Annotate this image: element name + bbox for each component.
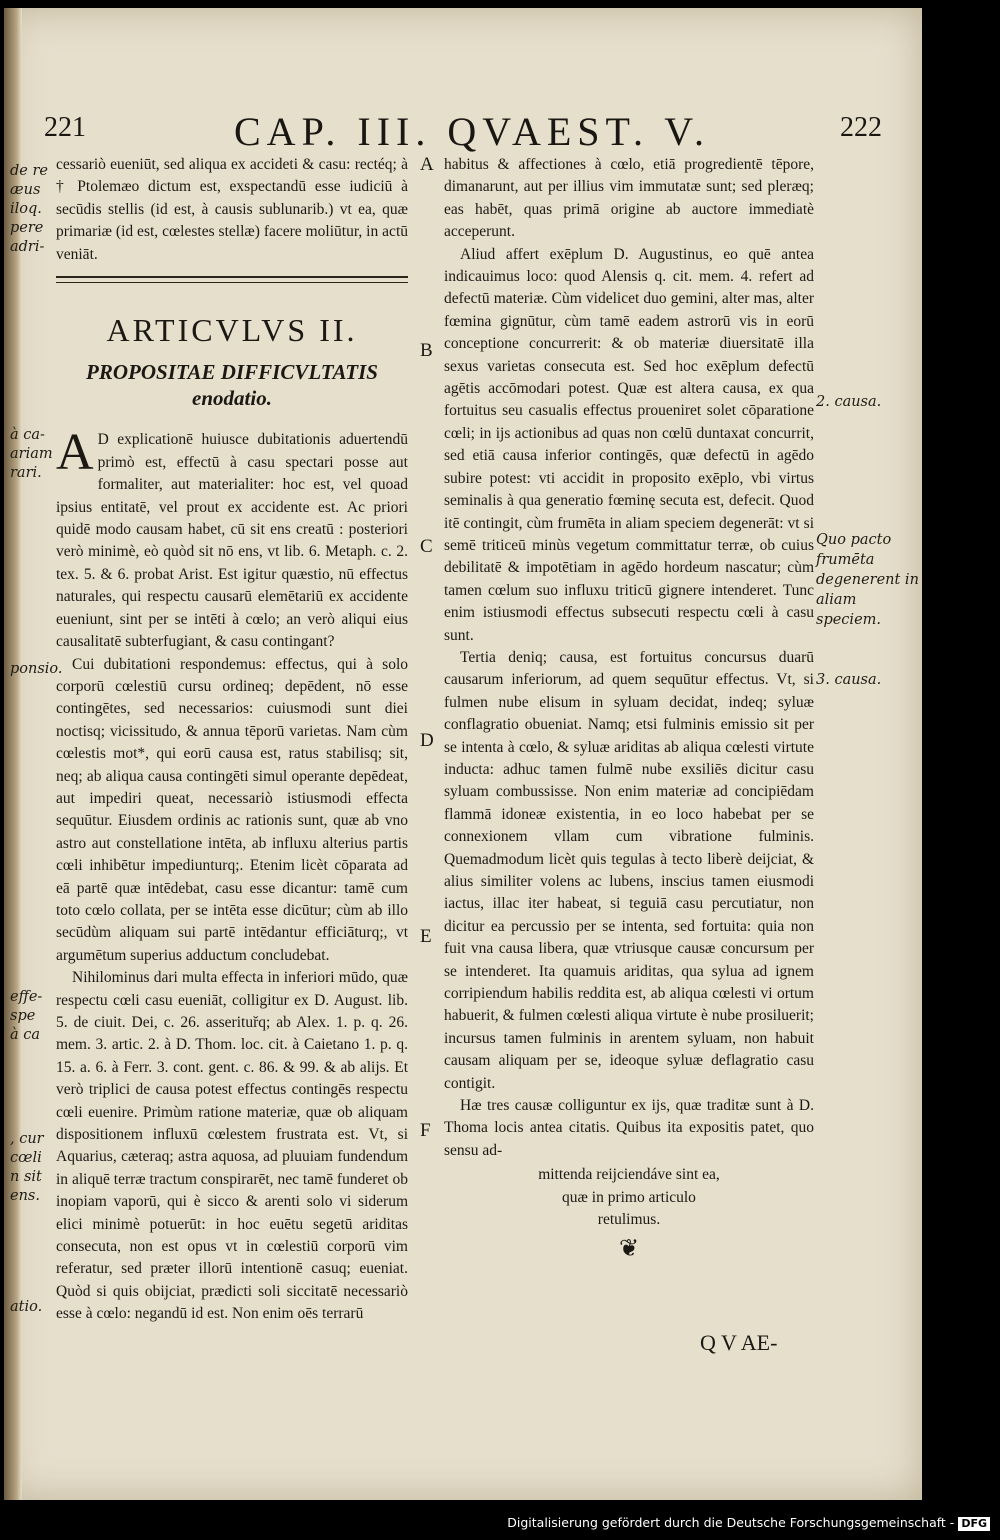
footer-text: Digitalisierung gefördert durch die Deutsche Forschungsgemeinschaft - bbox=[507, 1515, 955, 1530]
margin-note-right: Quo pacto frumēta degenerent in aliam speciem. bbox=[816, 532, 919, 628]
section-letter: C bbox=[420, 536, 433, 557]
paragraph: Cui dubitationi respondemus: effectus, qui à solo corporū cœlestiū cursu ordineq; depēdent, nō esse contingētes, sed necessarios: cuiusmodi sunt diei noctisq; vicissitudo, & annua tēporū varietas. Nam cùm cœlestis mot*, qui eorū causa est, ratus stabilisq; sit, neq; ab aliqua causa contingēti simul operante depēdeat, aut impediri queat, necessariò istiusmodi effecta sequūtur. Eiusdem ordinis ac rationis sunt, quæ ab vno astro aut constellatione intēta, ab influxu alterius partis cœli inhibētur impediunturq;. Etenim licèt cōparata ad eā partē quæ intēdebat, casu esse dicantur: tamē cum toto cœlo collata, per se intēta esse dicūtur; cùm ab illo secūdùm aliquam sui partē intēdantur efficiāturq;, vt argumētum superius adductum concludebat. bbox=[56, 655, 408, 964]
margin-note-left: ponsio. bbox=[10, 661, 63, 677]
catchword: Q V AE- bbox=[700, 1330, 778, 1355]
proposition-heading: PROPOSITAE DIFFICVLTATIS enodatio. bbox=[86, 360, 378, 411]
section-letter: A bbox=[420, 154, 434, 175]
margin-note-right: 2. causa. bbox=[816, 394, 882, 410]
margin-note-left: de re æus iloq. pere adri- bbox=[10, 163, 48, 255]
running-header bbox=[44, 108, 882, 152]
left-column bbox=[56, 154, 408, 1326]
paragraph: Nihilominus dari multa effecta in inferiori mūdo, quæ respectu cœli casu eueniāt, colligitur ex D. August. lib. 5. de ciuit. Dei, c. 26. asserituřq; ab Alex. 1. p. q. 26. mem. 3. artic. 2. à D. Thom. loc. cit. à Caietano 1. p. q. 15. a. 6. à Ferr. 3. cont. gent. c. 86. & 99. & ab alijs. Et verò triplici de causa potest effectus contingēs respectu cœli euenire. Primùm ratione materiæ, quæ ob aliquam dispositionem influxū cœlestem frustrata est. Vt, si Aquarius, cæteraq; astra aquosa, ad pluuiam fundendum in aliquē terræ tractum conspirarēt, nec tamē funderet ob inopiam vaporū, qui è sicco & arenti solo vi siderum elici minimè potuerūt: in hoc euētu segetū ariditas consecuta, non est opus vt in cœlestiū corporū vim referatur, sed præter illorū intentionē casuq; eueniat. Quòd si quis obijciat, prædicti soli siccitatē necessariò esse à cœlo: negandū id est. Non enim oēs terrarū bbox=[56, 969, 408, 1323]
margin-note-right: 3. causa. bbox=[816, 672, 882, 688]
section-letter: F bbox=[420, 1120, 431, 1141]
section-letter: B bbox=[420, 340, 433, 361]
book-page bbox=[4, 8, 922, 1500]
margin-note-left: , cur cœli n sit ens. bbox=[10, 1131, 44, 1204]
paragraph: Tertia deniq; causa, est fortuitus concursus duarū causarum inferiorum, ad quem sequūtur effectus. Vt, si fulmen nube elisum in syluam decidat, indeq; syluæ conflagratio obueniat. Namq; etsi fulminis emissio sit per se intenta à cœlo, & syluæ ariditas ab aliqua cœlesti virtute inducta: adhuc tamen fulmē nube exsiliēs dicitur casu syluam combussisse. Non enim materiæ ad concipiēdam flammā idoneæ existentia, in eo loco habebat per se connexionem vllam cum vibratione fulminis. Quemadmodum licèt quis tegulas à tecto liberè deijciat, & alius similiter volens ac lubens, inscius tamen eiusmodi iactus, illac iter habeat, si teguiā casu percutiatur, non dicitur ea percussio per se intenta, sed fortuita: quia non fuit vna causa libera, quæ vtriusque causæ concursum per se intenderet. Ita quamuis ariditas, qua sylua ad ignem corripiendum habilis reddita est, ab aliqua cœlesti vi ortum habuerit, & fulmen cœlesti aliqua virtute è nube prosiluerit; incursus tamen fulminis in arentem syluam, non habuit causam aliquam per se, ideoque syluæ deflagratio casu contigit. bbox=[444, 648, 814, 1092]
paragraph: Aliud affert exēplum D. Augustinus, eo quē antea indicauimus loco: quod Alensis q. cit. mem. 4. refert ad defectū materiæ. Cùm videlicet duo gemini, alter mas, alter fœmina gignūtur, cùm tamē eadem astrorū vis in eorū conceptione concurrerit: & ob materiæ diuersitatē illa sexus varietas consecuta est. Sed hoc exēplum defectū agētis accōmodari potest. Quæ est altera causa, ex qua fortuitus seu casualis effectus proueniret solet cōparatione cœli; in ijs actionibus ad quas non cœlū duntaxat concurrit, sed etiā causa inferior contingēs, quæ defectū in agēdo subire potest: vti accidit in proposito exēplo, vbi virtus seminalis à qua generatio fœminę secuta est, defecit. Quod itē contingit, cùm frumēta in aliam speciem degenerāt: vt si semē triticeū minùs vegetum committatur terræ, ob cuius debilitatē & impotētiam in agēdo hordeum nascatur; cùm tamen cœlum suo influxu triticū gignere intenderet. Tunc enim istiusmodi effectus subsecuti respectu cœli à casu sunt. bbox=[444, 245, 814, 644]
right-column bbox=[444, 154, 814, 1260]
digitization-footer bbox=[0, 1506, 990, 1540]
margin-note-left: atio. bbox=[10, 1299, 43, 1315]
paragraph: Hæ tres causæ colliguntur ex ijs, quæ traditæ sunt à D. Thoma locis antea citatis. Quibus ita expositis patet, quo sensu ad- bbox=[444, 1097, 814, 1159]
margin-note-left: effe- spe à ca bbox=[10, 989, 43, 1043]
section-letter: D bbox=[420, 730, 434, 751]
section-letter: E bbox=[420, 926, 432, 947]
margin-note-left: à ca- ariam rari. bbox=[10, 427, 53, 481]
paragraph: habitus & affectiones à cœlo, etiā progredientē tēpore, dimanarunt, aut per illius vim immutatæ sunt; sed pleræq; eas habēt, quas primā origine ab auctore immediatè acceperunt. bbox=[444, 156, 814, 241]
fleuron-ornament: ❦ bbox=[618, 1235, 640, 1262]
section-rule bbox=[56, 276, 408, 283]
article-heading: ARTICVLVS II. bbox=[106, 312, 358, 349]
drop-capital: A bbox=[56, 424, 94, 482]
running-title: CAP. III. QVAEST. V. bbox=[234, 109, 710, 154]
paragraph: A D explicationē huiusce dubitationis aduertendū primò est, effectū à casu spectari posse aut formaliter, aut materialiter: hoc est, vel quoad ipsius entitatē, vel prout ex accidente est. Ac priori quidē modo causam habet, cū sit ens creatū : posteriori verò minimè, eò quòd sit nō ens, vt lib. 6. Metaph. c. 2. tex. 5. & 6. probat Arist. Est igitur quæstio, nū effectus naturales, qui respectu causarū elemētariū ex accidente eueniunt, sint per se intēti à cœlo; an verò aliqui eius causalitatē subterfugiant, & casu contingant? bbox=[56, 424, 408, 651]
page-number-right: 222 bbox=[840, 112, 882, 143]
page-number-left: 221 bbox=[44, 112, 86, 143]
intro-paragraph: cessariò eueniūt, sed aliqua ex accideti & casu: rectéq; à † Ptolemæo dictum est, exspectandū esse iudiciū à secūdis stellis (id est, à causis sublunarib.) vt ea, quæ primariæ (id est, cœlestes stellæ) facere moliūtur, in actū veniāt. bbox=[56, 156, 408, 263]
dfg-logo: DFG bbox=[958, 1517, 990, 1531]
closing-lines: mittenda reijciendáve sint ea, quæ in primo articulo retulimus. bbox=[538, 1166, 720, 1229]
